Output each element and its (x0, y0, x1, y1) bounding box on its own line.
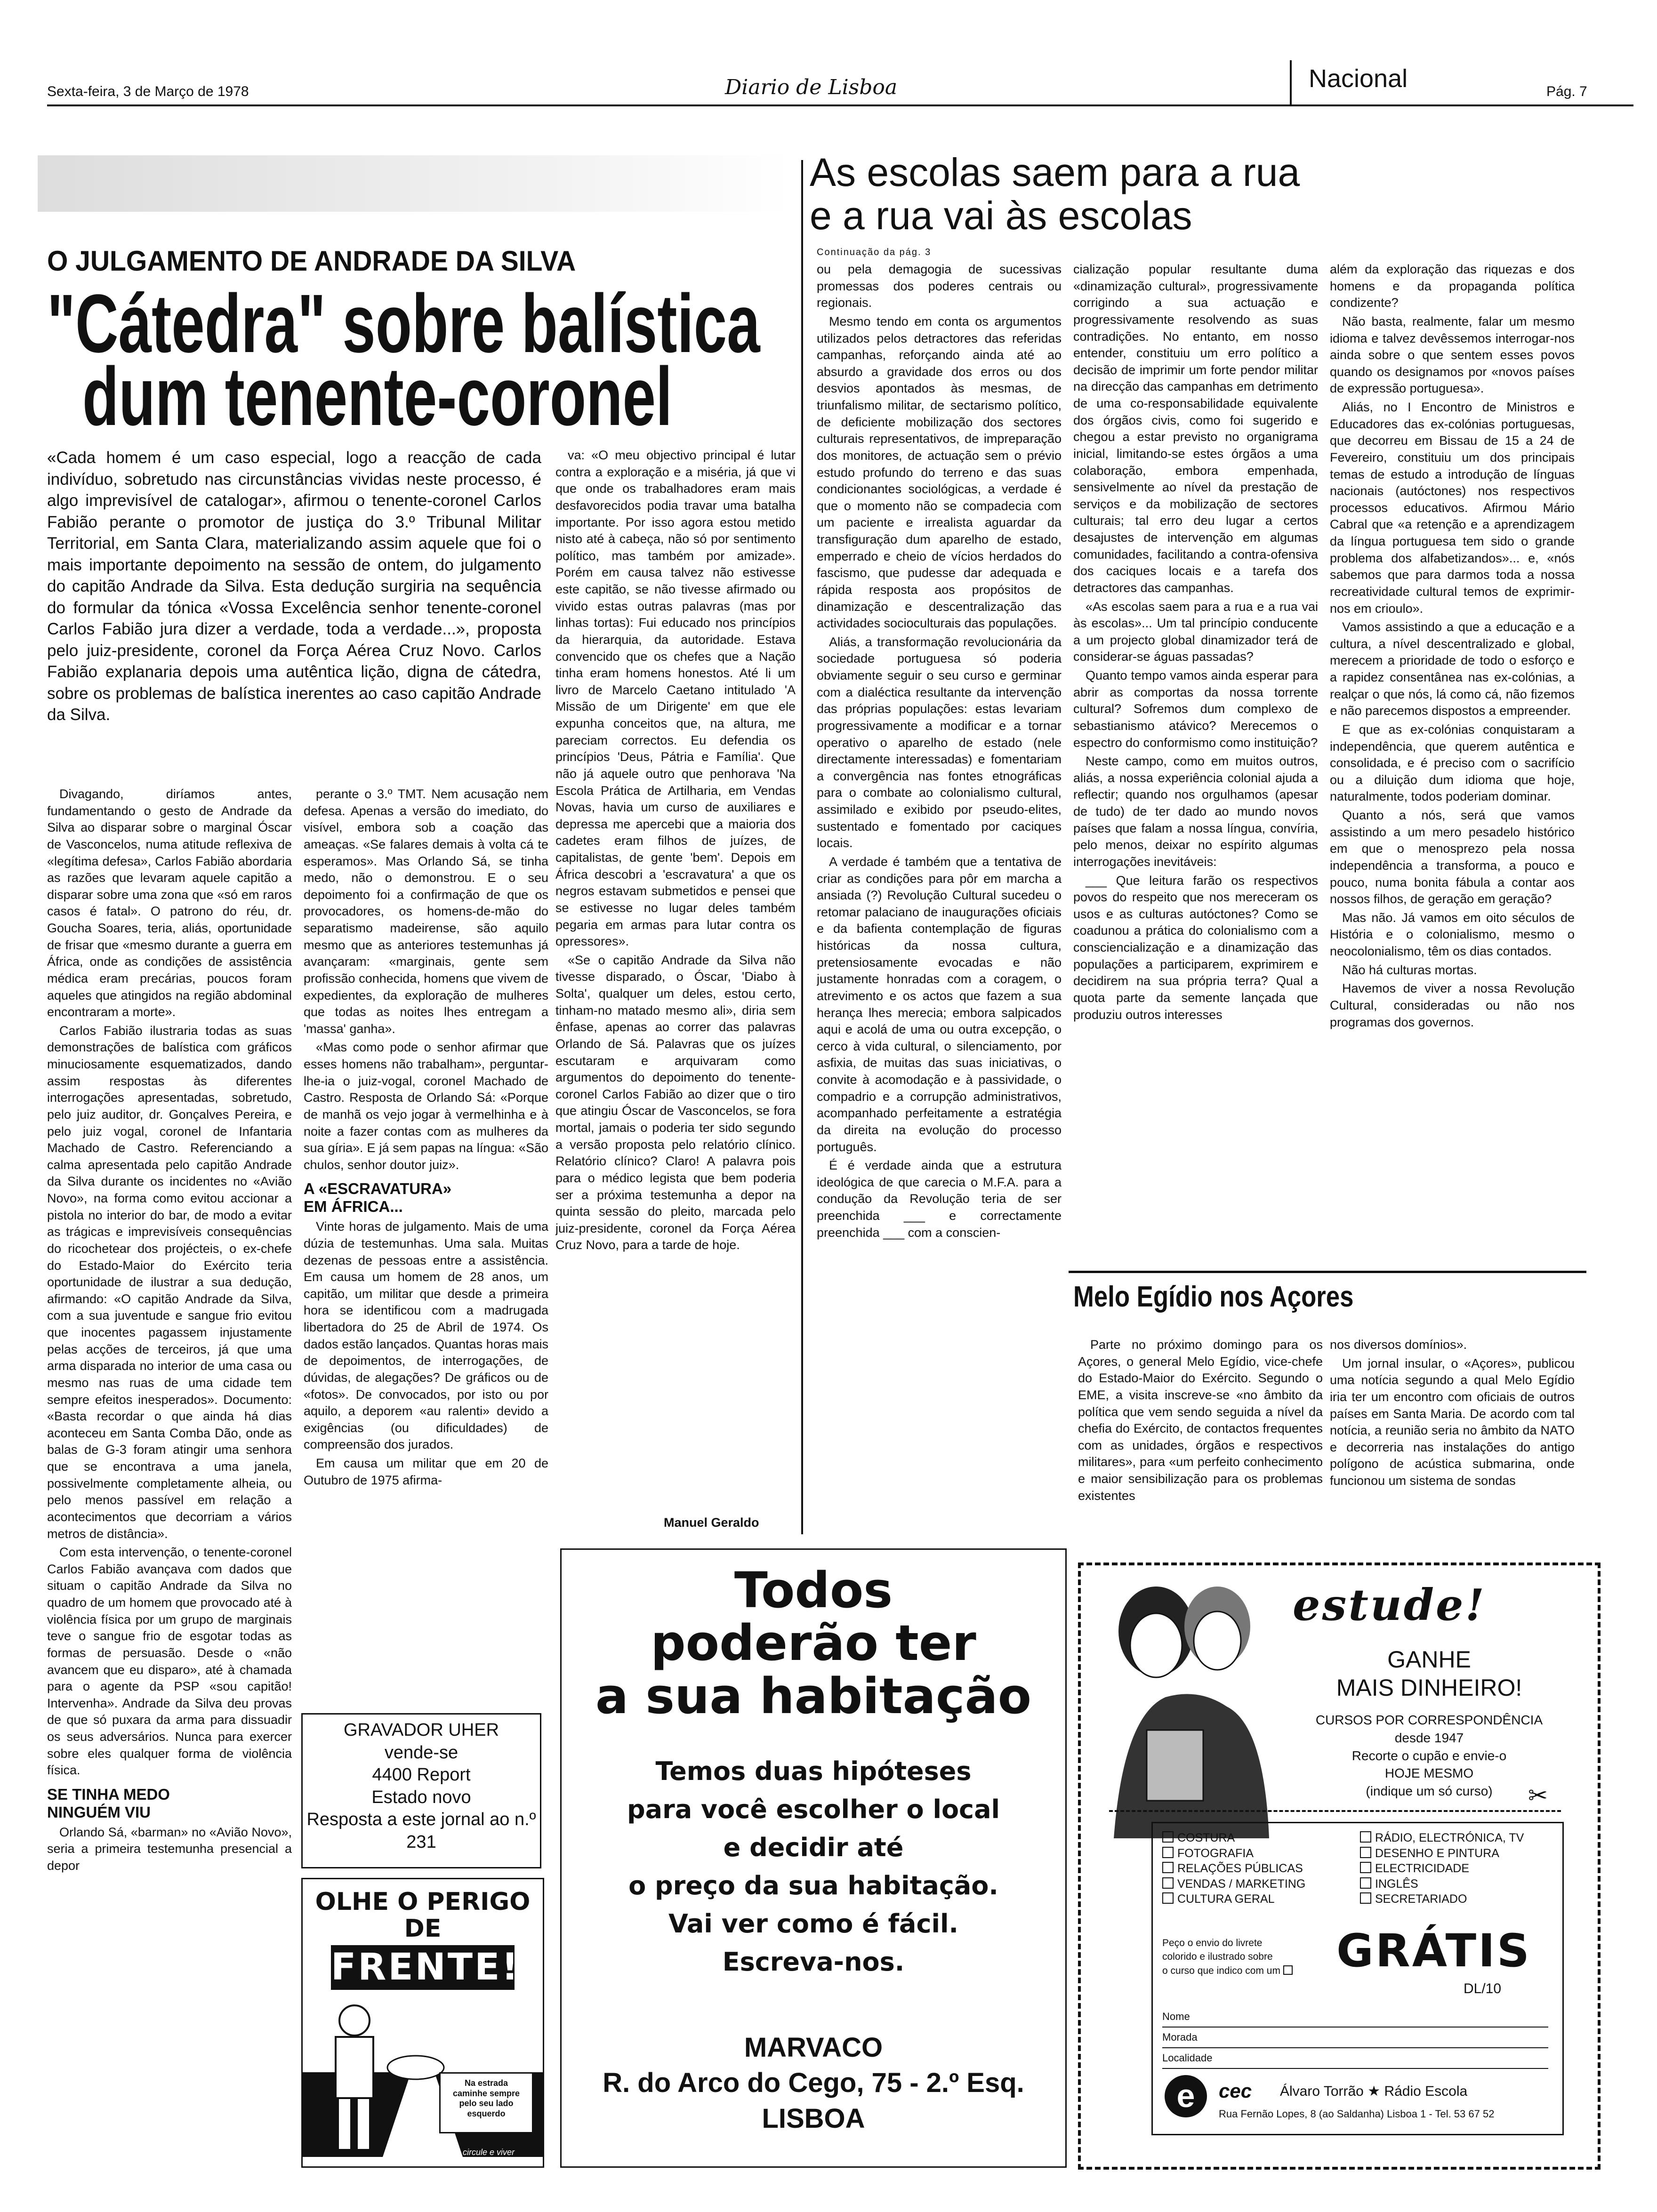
road-ad-title: OLHE O PERIGO DE (315, 1888, 531, 1943)
trial-column-3 (555, 447, 796, 1483)
course-option[interactable]: INGLÊS (1360, 1876, 1524, 1892)
coupon-form (1151, 1822, 1564, 2135)
marvaco-housing-ad (560, 1548, 1067, 2168)
paragraph: Vinte horas de julgamento. Mais de uma dúzia de testemunhas. Uma sala. Muitas dezenas de pessoas entre a assistência. Em causa um homem de 28 anos, um capitão, um militar que desde a primeira hora se identificou com a madrugada libertadora do 25 de Abril de 1974. Os dados estão lançados. Quantas horas mais de depoimentos, de interrogações, de dúvidas, de alegações? De gráficos ou de «fotos». De convocados, por isto ou por aquilo, a deporem «au ralenti» devido a exigências (ou dificuldades) de compreensão dos jurados. (304, 1219, 548, 1452)
azores-column-2 (1330, 1337, 1575, 1534)
azores-top-rule (1069, 1271, 1586, 1273)
estude-brand: estude! (1293, 1579, 1486, 1630)
paragraph: Não basta, realmente, falar um mesmo idioma e talvez devêssemos interrogar-nos ainda sobre o que sentem esses povos quando os designamos por «novos países de expressão portuguesa». (1330, 314, 1575, 396)
schools-column-1 (817, 261, 1062, 1513)
paragraph: Um jornal insular, o «Açores», publicou uma notícia segundo a qual Melo Egídio iria ter um encontro com oficiais de outros países em Santa Maria. De acordo com tal notícia, a reunião seria no âmbito da NATO e decorreria nas instalações do antigo polígono de acústica submarina, onde funcionou um sistema de sondas (1330, 1356, 1575, 1488)
marvaco-body: Temos duas hipóteses para você escolher o local e decidir até o preço da sua habitação. Vai ver como é fácil. Escreva-nos. (627, 1756, 1000, 1977)
article-lead: «Cada homem é um caso especial, logo a reacção de cada indivíduo, sobretudo nas circunstâncias vividas neste processo, é algo imprevisível de catalogar», afirmou o tenente-coronel Carlos Fabião perante o promotor de justiça do 3.º Tribunal Militar Territorial, em Santa Clara, materializando assim aquele que foi o mais importante depoimento na sessão de ontem, do julgamento do capitão Andrade da Silva. Esta dedução surgiria na sequência do formular da tónica «Vossa Excelência senhor tenente-coronel Carlos Fabião jura dizer a verdade, toda a verdade...», proposta pelo juiz-presidente, coronel da Força Aérea Cruz Novo. Carlos Fabião explanaria depois uma autêntica lição, digna de cátedra, sobre os problemas de balística inerentes ao caso capitão Andrade da Silva. (47, 449, 541, 724)
school-address: Rua Fernão Lopes, 8 (ao Saldanha) Lisboa 1 - Tel. 53 67 52 (1219, 2108, 1495, 2120)
city-field[interactable]: Localidade (1162, 2048, 1548, 2069)
photo-strip (38, 155, 791, 212)
header-rule (47, 104, 1633, 106)
masthead: Diario de Lisboa (725, 75, 898, 99)
azores-column-1 (1078, 1337, 1323, 1534)
paragraph: É é verdade ainda que a estrutura ideológica de que carecia o M.F.A. para a condução da Revolução teria de ser preenchida ___ e correctamente preenchida ___ com a conscien- (817, 1158, 1062, 1240)
article-headline-line1: "Cátedra" sobre balística (47, 278, 760, 370)
coupon-cut-line (1109, 1810, 1561, 1812)
road-safety-ad (301, 1878, 544, 2168)
paragraph: Orlando Sá, «barman» no «Avião Novo», seria a primeira testemunha presencial a depor (47, 1825, 292, 1873)
course-option[interactable]: SECRETARIADO (1360, 1891, 1524, 1907)
paragraph: «Se o capitão Andrade da Silva não tivesse disparado, o Óscar, 'Diabo à Solta', qualquer um deles, estou certo, tinham-no matado mesmo ali», diria sem ênfase, apenas ao correr das palavras Orlando de Sá. Palavras que os juízes escutaram e arquivaram como argumentos do depoimento do tenente-coronel Carlos Fabião ao dizer que o tiro que atingiu Óscar de Vasconcelos, se fora mortal, jamais o poderia ter sido segundo a versão proposta pelo relatório clínico. Relatório clínico? Claro! A palavra pois para o médico legista que bem poderia ser a próxima testemunha a depor na quinta sessão do pleito, marcada pelo juiz-presidente, coronel da Força Aérea Cruz Novo, para a tarde de hoje. (555, 953, 796, 1252)
article-headline-line2: dum tenente-coronel (82, 351, 673, 443)
school-logo-icon: e (1165, 2075, 1207, 2117)
paragraph: Em causa um militar que em 20 de Outubro de 1975 afirma- (304, 1456, 548, 1487)
course-option[interactable]: COSTURA (1162, 1830, 1305, 1846)
ad-line: vende-se (384, 1742, 458, 1763)
road-ad-title-banner: FRENTE! (331, 1945, 515, 1990)
section-name: Nacional (1309, 64, 1408, 93)
paragraph: Quanto tempo vamos ainda esperar para abrir as comportas da nossa torrente cultural? Sofremos dum complexo de sebastianismo atávico? Merecemos o espectro do conformismo como instituição? (1073, 668, 1318, 750)
coupon-code: DL/10 (1464, 1981, 1502, 1996)
coupon-fields (1162, 2007, 1548, 2069)
paragraph: Vamos assistindo a que a educação e a cultura, a nível descentralizado e global, merecem a prioridade de todo o esforço e a rapidez consentânea nas ex-colónias, a realçar o que nós, lá como cá, não fizemos e não parecemos dispostos a empreender. (1330, 620, 1575, 718)
column-rule (801, 160, 803, 1534)
paragraph: nos diversos domínios». (1330, 1338, 1467, 1352)
coupon-offer: Peço o envio do livrete colorido e ilustrado sobre o curso que indico com um (1162, 1936, 1296, 1978)
address-field[interactable]: Morada (1162, 2028, 1548, 2048)
schools-headline: As escolas saem para a rua e a rua vai às escolas (810, 150, 1300, 238)
paragraph: ___ Que leitura farão os respectivos povos do respeito que nos mereceram os usos e as culturas autóctones? Como se coadunou a prática do colonialismo com a consciencialização e a dinamização das populações a participarem, exprimirem e decidirem na sua própria terra? Qual a quota parte da semente lançada que produziu outros interesses (1073, 873, 1318, 1022)
cec-logo: cec (1219, 2080, 1252, 2102)
paragraph: Neste campo, como em muitos outros, aliás, a nossa experiência colonial ajuda a reflectir; quando nos orgulhamos (apesar de tudo) de ter dado ao mundo novos países que falam a nossa língua, convíria, pelo menos, deixar no espírito algumas interrogações inevitáveis: (1073, 754, 1318, 869)
section-divider (1290, 60, 1292, 105)
course-list-left (1162, 1830, 1305, 1907)
paragraph: Aliás, a transformação revolucionária da sociedade portuguesa só poderia obviamente seguir o seu curso e germinar com a dialéctica resultante da intervenção das próprias populações: estas levariam progressivamente a modificar e a tornar operativo o aparelho de estado (nele directamente interessadas) e fomentariam a convergência nas fontes etnográficas para o combate ao colonialismo cultural, assimilado e exibido por pseudo-elites, sustentado e fomentado por caciques locais. (817, 634, 1062, 850)
schools-column-3 (1330, 261, 1575, 1264)
paragraph: cialização popular resultante duma «dinamização cultural», progressivamente corrigindo a sua actuação e progressivamente resolvendo as suas contradições. No entanto, em nosso entender, constituiu um erro político a decisão de imprimir um forte pendor militar na direcção das campanhas em detrimento de uma co-responsabilidade equivalente dos órgãos civis, como foi sugerido e chegou a estar previsto no organigrama inicial, limitando-se estes órgãos a uma colaboração, embora empenhada, sensivelmente ao nível da prestação de serviços e da mobilização de sectores culturais; tal erro deu lugar a certos desajustes de intervenção em algumas comunidades, facilitando a contra-ofensiva dos caciques locais e a tarefa dos detractores das campanhas. (1073, 262, 1318, 595)
issue-date: Sexta-feira, 3 de Março de 1978 (47, 84, 249, 99)
gratis-label: GRÁTIS (1336, 1924, 1531, 1977)
paragraph: Carlos Fabião ilustraria todas as suas demonstrações de balística com gráficos minuciosamente esquematizados, dando assim respostas às diferentes interrogações apresentadas, sobretudo, pelo juiz auditor, dr. Gonçalves Pereira, e pelo juiz vogal, coronel de Infantaria Machado de Castro. Referenciando a calma apresentada pelo capitão Andrade da Silva durante os incidentes no «Avião Novo», na forma como evitou accionar a pistola no interior do bar, de modo a evitar as trágicas e imprevisíveis consequências do ricochetear dos projécteis, o ex-chefe do Estado-Maior do Exército teria oportunidade de ilustrar a sua dedução, afirmando: «O capitão Andrade da Silva, com a sua juventude e sangue frio evitou que inocentes pagassem injustamente pelas acções de terceiros, já que uma arma disparada no interior de uma casa ou mesmo nas ruas de uma cidade tem sempre efeitos inesperados». Documento: «Basta recordar o que ainda há dias aconteceu em Santa Comba Dão, onde as balas de G-3 foram atingir uma senhora que se encontrava a uma janela, possivelmente completamente alheia, ou pelo menos passível em relação a acontecimentos que decorriam a vários metros de distância». (47, 1023, 292, 1541)
paragraph: ou pela demagogia de sucessivas promessas dos poderes centrais ou regionais. (817, 262, 1062, 310)
paragraph: Havemos de viver a nossa Revolução Cultural, consideradas ou não nos programas dos governos. (1330, 981, 1575, 1029)
subheading: SE TINHA MEDO NINGUÉM VIU (47, 1785, 170, 1821)
schools-column-2 (1073, 261, 1318, 1513)
paragraph: Não há culturas mortas. (1342, 962, 1477, 977)
paragraph: «Mas como pode o senhor afirmar que esses homens não trabalham», perguntar-lhe-ia o juiz-vogal, coronel Machado de Castro. Resposta de Orlando Sá: «Porque de manhã os vejo jogar à vermelhinha e à noite a fazer contas com as mulheres da sua gíria». E já sem papas na língua: «São chulos, senhor doutor juiz». (304, 1040, 548, 1172)
paragraph: além da exploração das riquezas e dos homens e da propaganda política condizente? (1330, 262, 1575, 310)
road-ad-sign: Na estrada caminhe sempre pelo seu lado esquerdo (439, 2072, 533, 2133)
uher-classified-ad (301, 1713, 541, 1868)
paragraph: perante o 3.º TMT. Nem acusação nem defesa. Apenas a versão do imediato, do visível, embora sob a coação das ameaças. «Se falares demais à volta cá te esperamos». Mas Orlando Sá, se tinha medo, não o demonstrou. E o seu depoimento foi a confirmação de que os provocadores, os homens-de-mão do separatismo madeirense, são aquilo mesmo que as anteriores testemunhas já avançaram: «marginais, gente sem profissão conhecida, homens que vivem de expedientes, da exploração de mulheres que todas as noites lhes entregam a 'massa' ganha». (304, 787, 548, 1036)
ad-line: 4400 Report (372, 1765, 471, 1785)
couple-illustration (1095, 1575, 1274, 1838)
paragraph: A verdade é também que a tentativa de criar as condições para pôr em marcha a ansiada (?) Revolução Cultural sucedeu o retomar palaciano de inaugurações oficiais e da bafienta contemplação de figuras históricas da nossa cultura, pretensiosamente evocadas e não justamente honradas com a coragem, o atrevimento e os actos que fazem a sua herança lhes merecia; embora salpicados aqui e acolá de uma ou outra excepção, o cerco à vida cultural, o silenciamento, por asfixia, de muitas das suas iniciativas, o convite à acomodação e à passividade, o compadrio e a corrupção administrativos, acompanhado perfeitamente a estratégia da direita na evolução do processo português. (817, 854, 1062, 1154)
marvaco-headline: Todos poderão ter a sua habitação (595, 1562, 1032, 1725)
marvaco-contact: MARVACO R. do Arco do Cego, 75 - 2.º Esq. LISBOA (603, 2032, 1024, 2134)
course-option[interactable]: CULTURA GERAL (1162, 1891, 1305, 1907)
paragraph: Parte no próximo domingo para os Açores, o general Melo Egídio, vice-chefe do Estado-Maior do Exército. Segundo o EME, a visita inscreve-se «no âmbito da política que vem sendo seguida a nível da chefia do Exército, de contactos frequentes com as unidades, órgãos e respectivos militares», para «um perfeito conhecimento e maior sensibilização para os problemas existentes (1078, 1338, 1323, 1503)
paragraph: E que as ex-colónias conquistaram a independência, que querem autêntica e consolidada, e é preciso com o sacrifício ou a diluição dum idioma que hoje, naturalmente, todos poderiam dominar. (1330, 722, 1575, 804)
article-kicker: O JULGAMENTO DE ANDRADE DA SILVA (47, 245, 576, 277)
ad-line: Resposta a este jornal ao n.º 231 (306, 1810, 536, 1852)
subheading: A «ESCRAVATURA» EM ÁFRICA... (304, 1180, 452, 1216)
byline: Manuel Geraldo (664, 1515, 759, 1530)
paragraph: Aliás, no I Encontro de Ministros e Educadores das ex-colónias portuguesas, que decorreu em Bissau de 15 a 24 de Fevereiro, constituiu um dos principais temas de estudo a introdução de línguas nacionais (autóctones) nos respectivos processos educativos. Afirmou Mário Cabral que «a retenção e a aprendizagem da língua portuguesa tem sido o grande problema dos alfabetizandos»... e, «nós sabemos que para darmos toda a nossa recreatividade cultural temos de exprimir-nos em crioulo». (1330, 400, 1575, 616)
estude-coupon-ad (1078, 1563, 1601, 2170)
paragraph: Mesmo tendo em conta os argumentos utilizados pelos detractores das referidas campanhas, reforçando ainda até ao absurdo a gravidade dos erros ou dos desvios apontados às mesmas, de triunfalismo militar, de sectarismo político, de deficiente mobilização dos sectores culturais representativos, de impreparação dos monitores, de actuação sem o prévio estudo profundo do terreno e das suas condicionantes sociológicas, a verdade é que o momento não se compadecia com um paciente e irrealista aguardar da transfiguração dum aparelho de estado, emperrado e cheio de vícios herdados do fascismo, que pudesse dar adequada e rápida resposta aos propósitos de dinamização e descentralização das actividades socioculturais das populações. (817, 314, 1062, 631)
paragraph: Quanto a nós, será que vamos assistindo a um mero pesadelo histórico em que o menosprezo pela nossa independência a transforma, a pouco e pouco, numa bonita fábula a contar aos nossos filhos, de geração em geração? (1330, 808, 1575, 906)
estude-info: CURSOS POR CORRESPONDÊNCIA desde 1947 Recorte o cupão e envie-o HOJE MESMO (indique um só curso) (1315, 1713, 1543, 1799)
course-option[interactable]: DESENHO E PINTURA (1360, 1846, 1524, 1861)
scissors-icon: ✂ (1528, 1782, 1548, 1809)
paragraph: Com esta intervenção, o tenente-coronel Carlos Fabião avançava com dados que situam o capitão Andrade da Silva no quadro de um homem que provocado até à violência física por um grupo de marginais teve o sangue frio de esgotar todas as formas de persuasão. Desde o «não avancem que eu disparo», até à chamada para o agente da PSP «sou capitão! Intervenha». Andrade da Silva deu provas de que só puxara da arma para dissuadir os seus adversários. Nunca para exercer sobre eles qualquer forma de violência física. (47, 1545, 292, 1778)
paragraph: «As escolas saem para a rua e a rua vai às escolas»... Um tal princípio conducente a um projecto global dinamizador terá de considerar-se águas passadas? (1073, 599, 1318, 664)
estude-slogan: GANHE MAIS DINHEIRO! (1336, 1646, 1522, 1701)
trial-column-2 (304, 786, 548, 1708)
course-option[interactable]: RELAÇÕES PÚBLICAS (1162, 1861, 1305, 1876)
continuation-note: Continuação da pág. 3 (817, 247, 932, 257)
azores-headline: Melo Egídio nos Açores (1073, 1281, 1354, 1313)
paragraph: va: «O meu objectivo principal é lutar contra a exploração e a miséria, já que vi que onde os trabalhadores eram mais desfavorecidos podia travar uma batalha importante. Por isso agora estou metido nisto até à cabeça, não só por sentimento político, mas também por amizade». Porém em causa talvez não estivesse este capitão, se não tivesse afirmado ou vivido estas outras palavras (mas por linhas tortas): Fui educado nos princípios da hierarquia, da autoridade. Estava convencido que os chefes que a Nação tinha eram homens honestos. Até li um livro de Marcelo Caetano intitulado 'A Missão de um Dirigente' em que ele expunha conceitos que, na altura, me pareciam correctos. Eu defendia os princípios 'Deus, Pátria e Família'. Que não já aquele outro que penhorava 'Na Escola Prática de Artilharia, em Vendas Novas, havia um curso de auxiliares e depressa me apercebi que a maioria dos cadetes eram filhos de juízes, de capitalistas, de gente 'bem'. Depois em África descobri a 'escravatura' a que os negros estavam submetidos e pensei que se estivesse no lugar deles também pegaria em armas para lutar contra os opressores». (555, 448, 796, 949)
paragraph: Mas não. Já vamos em oito séculos de História e o colonialismo, mesmo o neocolonialismo, têm os dias contados. (1330, 910, 1575, 958)
name-field[interactable]: Nome (1162, 2007, 1548, 2028)
course-list-right (1360, 1830, 1524, 1907)
trial-column-1 (47, 786, 292, 2156)
course-option[interactable]: ELECTRICIDADE (1360, 1861, 1524, 1876)
course-option[interactable]: VENDAS / MARKETING (1162, 1876, 1305, 1892)
ad-line: Estado novo (371, 1787, 471, 1807)
paragraph: Divagando, diríamos antes, fundamentando o gesto de Andrade da Silva ao disparar sobre o marginal Óscar de Vasconcelos, numa atitude reflexiva de «legítima defesa», Carlos Fabião abordaria as razões que levaram aquele capitão a disparar sobre uma zona que «só em raros casos é fatal». O patrono do réu, dr. Goucha Soares, teria, aliás, oportunidade de frisar que «mesmo durante a guerra em África, onde as condições de assistência médica eram precárias, poucos foram aqueles que atingidos na região abdominal encontraram a morte». (47, 787, 292, 1019)
course-option[interactable]: FOTOGRAFIA (1162, 1846, 1305, 1861)
school-name: Álvaro Torrão ★ Rádio Escola (1280, 2084, 1468, 2099)
page-number: Pág. 7 (1546, 84, 1587, 99)
course-option[interactable]: RÁDIO, ELECTRÓNICA, TV (1360, 1830, 1524, 1846)
road-ad-footer: circule e viver (463, 2148, 515, 2157)
ad-line: GRAVADOR UHER (343, 1720, 499, 1740)
